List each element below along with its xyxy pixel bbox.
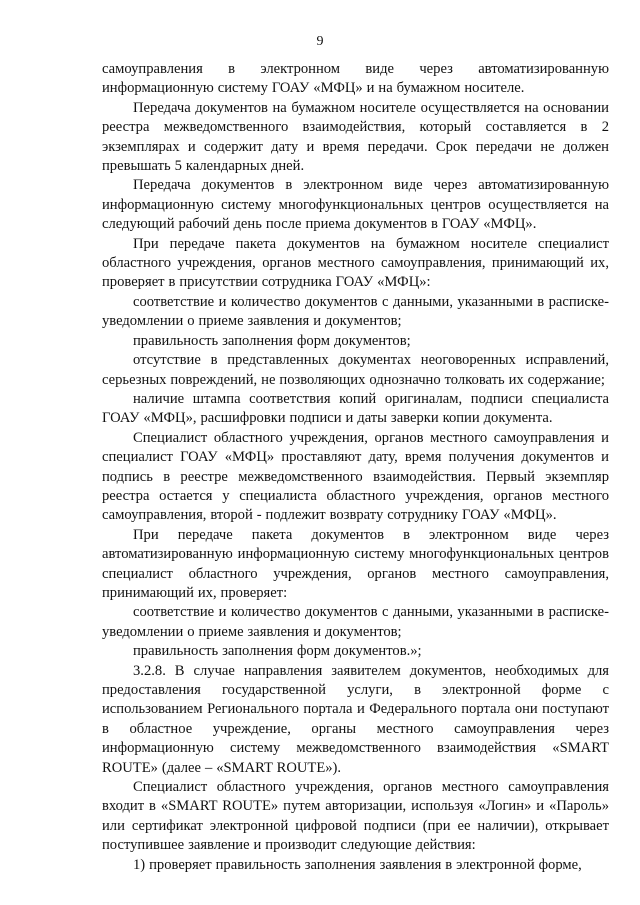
paragraph: Специалист областного учреждения, органов местного самоуправления и специалист ГОАУ «МФЦ» проставляют дату, время получения документов и подпись в реестре межведомственного взаимодействия. Первый экземпляр реестра остается у специалиста областного учреждения, органов местного самоуправления, второй - подлежит возврату сотруднику ГОАУ «МФЦ».: [102, 429, 609, 524]
paragraph: соответствие и количество документов с данными, указанными в расписке-уведомлении о приеме заявления и документов;: [102, 293, 609, 330]
paragraph: отсутствие в представленных документах неоговоренных исправлений, серьезных повреждений, не позволяющих однозначно толковать их содержание;: [102, 352, 609, 388]
paragraph: При передаче пакета документов в электронном виде через автоматизированную информационную систему многофункциональных центров специалист областного учреждения, органов местного самоуправления, принимающий их, проверяет:: [102, 526, 609, 601]
document-body: [102, 60, 609, 875]
paragraph: наличие штампа соответствия копий оригиналам, подписи специалиста ГОАУ «МФЦ», расшифровки подписи и даты заверки копии документа.: [102, 390, 609, 427]
paragraph: правильность заполнения форм документов.»;: [133, 643, 422, 660]
paragraph: Передача документов в электронном виде через автоматизированную информационную систему многофункциональных центров осуществляется на следующий рабочий день после приема документов в ГОАУ «МФЦ».: [102, 177, 609, 233]
paragraph: правильность заполнения форм документов;: [133, 332, 411, 349]
paragraph: 1) проверяет правильность заполнения заявления в электронной форме,: [133, 856, 582, 873]
paragraph: При передаче пакета документов на бумажном носителе специалист областного учреждения, органов местного самоуправления, принимающий их, проверяет в присутствии сотрудника ГОАУ «МФЦ»:: [102, 235, 609, 291]
paragraph: соответствие и количество документов с данными, указанными в расписке-уведомлении о приеме заявления и документов;: [102, 604, 609, 640]
paragraph: 3.2.8. В случае направления заявителем документов, необходимых для предоставления государственной услуги, в электронной форме с использованием Регионального портала и Федерального портала они поступают в областное учреждение, органы местного самоуправления через информационную систему межведомственного взаимодействия «SMART ROUTE» (далее – «SMART ROUTE»).: [102, 662, 609, 776]
page-number: 9: [316, 34, 324, 49]
paragraph: Передача документов на бумажном носителе осуществляется на основании реестра межведомственного взаимодействия, который составляется в 2 экземплярах и содержит дату и время передачи. Срок передачи не должен превышать 5 календарных дней.: [102, 99, 609, 175]
paragraph: самоуправления в электронном виде через автоматизированную информационную систему ГОАУ «МФЦ» и на бумажном носителе.: [102, 61, 609, 97]
paragraph: Специалист областного учреждения, органов местного самоуправления входит в «SMART ROUTE» путем авторизации, используя «Логин» и «Пароль» или сертификат электронной цифровой подписи (при ее наличии), открывает поступившее заявление и производит следующие действия:: [102, 779, 609, 854]
